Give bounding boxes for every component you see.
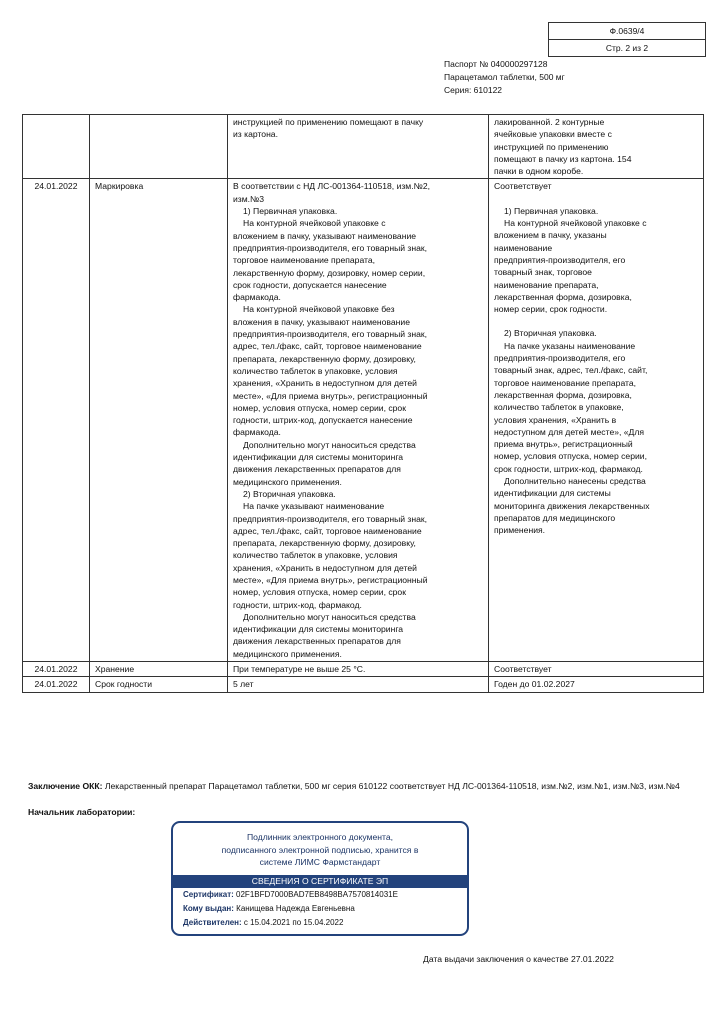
result-line: Дополнительно нанесены средства (504, 476, 646, 487)
requirement-line: движения лекарственных препаратов для (233, 464, 401, 475)
result-line (494, 315, 699, 327)
requirement-line: фармакода. (233, 427, 281, 438)
row-date (23, 115, 90, 179)
requirement-line: номер, условия отпуска, номер серии, срок (233, 587, 406, 598)
requirement-line: из картона. (233, 129, 278, 140)
requirement-line: вложением в пачку, указывают наименование (233, 230, 417, 241)
result-line: мониторинга движения лекарственных (494, 500, 650, 511)
row-name (90, 115, 228, 179)
stamp-cert-line (173, 888, 467, 902)
stamp-line-3: системе ЛИМС Фармстандарт (259, 857, 381, 867)
requirement-line: торговое наименование препарата, (233, 255, 376, 266)
result-line: приема внутрь», регистрационный (494, 439, 633, 450)
requirement-line: количество таблеток в упаковке, условия (233, 550, 398, 561)
result-line: Соответствует (494, 181, 552, 192)
result-line: недоступном для детей месте», «Для (494, 426, 645, 437)
result-line: количество таблеток в упаковке, (494, 402, 624, 413)
row-name: Срок годности (90, 677, 228, 692)
requirement-line: идентификации для системы мониторинга (233, 452, 404, 463)
result-line: лекарственная форма, дозировка, (494, 291, 632, 302)
row-date: 24.01.2022 (23, 677, 90, 692)
requirement-line: 1) Первичная упаковка. (243, 206, 338, 217)
result-line: На контурной ячейковой упаковке с (504, 218, 647, 229)
stamp-header (173, 831, 467, 869)
result-line: номер, условия отпуска, номер серии, (494, 451, 647, 462)
result-line: предприятия-производителя, его (494, 254, 626, 265)
requirement-line: движения лекарственных препаратов для (233, 636, 401, 647)
requirement-line: 2) Вторичная упаковка. (243, 488, 336, 499)
passport-series: Серия: 610122 (444, 85, 503, 95)
requirement-line: идентификации для системы мониторинга (233, 624, 404, 635)
result-line: лекарственная форма, дозировка, (494, 389, 632, 400)
conclusion-text: Лекарственный препарат Парацетамол таблетки, 500 мг серия 610122 соответствует НД ЛС-001364-110518, изм.№2, изм.№1, изм.№3, изм.№4 (102, 781, 680, 791)
table-row (23, 115, 704, 179)
requirement-line: лекарственную форму, дозировку, номер серии, (233, 267, 426, 278)
requirement-line: Дополнительно могут наноситься средства (243, 439, 416, 450)
requirement-line: годности, штрих-код, допускается нанесение (233, 415, 413, 426)
requirement-line: предприятия-производителя, его товарный знак, (233, 242, 428, 253)
conclusion (28, 780, 688, 793)
result-line: номер серии, срок годности. (494, 304, 608, 315)
stamp-cert-value: 02F1BFD7000BAD7EB8498BA7570814031E (236, 889, 398, 899)
stamp-issued-value: Канищева Надежда Евгеньевна (236, 903, 355, 913)
requirement-line: хранения, «Хранить в недоступном для детей (233, 378, 417, 389)
result-line: пачки в одном коробе. (494, 166, 584, 177)
row-requirement (228, 179, 489, 662)
stamp-line-1: Подлинник электронного документа, (246, 832, 394, 842)
row-result (489, 179, 704, 662)
result-line (494, 193, 699, 205)
requirement-line: фармакода. (233, 292, 281, 303)
stamp-issued-label: Кому выдан: (183, 903, 234, 913)
requirement-line: месте», «Для приема внутрь», регистрационный (233, 574, 428, 585)
row-date: 24.01.2022 (23, 179, 90, 662)
page-number: Стр. 2 из 2 (549, 39, 705, 56)
row-result (489, 115, 704, 179)
result-line: 2) Вторичная упаковка. (504, 328, 597, 339)
stamp-valid-value: с 15.04.2021 по 15.04.2022 (243, 917, 344, 927)
form-code-box (548, 22, 706, 57)
stamp-cert-bar: СВЕДЕНИЯ О СЕРТИФИКАТЕ ЭП (173, 875, 467, 888)
passport-number: Паспорт № 040000297128 (444, 59, 548, 69)
test-results-table (22, 114, 704, 693)
requirement-line: месте», «Для приема внутрь», регистрационный (233, 390, 428, 401)
stamp-cert-label: Сертификат: (183, 889, 234, 899)
row-requirement (228, 677, 489, 692)
stamp-valid-label: Действителен: (183, 917, 242, 927)
table-row (23, 677, 704, 692)
result-line: помещают в пачку из картона. 154 (494, 153, 632, 164)
requirement-line: вложения в пачку, указывают наименование (233, 316, 411, 327)
result-line: препаратов для медицинского (494, 512, 616, 523)
requirement-line: срок годности, допускается нанесение (233, 279, 387, 290)
conclusion-label: Заключение ОКК: (28, 781, 103, 791)
result-line: условия хранения, «Хранить в (494, 414, 617, 425)
passport-info (444, 58, 565, 97)
result-line: 1) Первичная упаковка. (504, 205, 599, 216)
row-result (489, 677, 704, 692)
result-line: идентификации для системы (494, 488, 611, 499)
requirement-line: количество таблеток в упаковке, условия (233, 365, 398, 376)
passport-product: Парацетамол таблетки, 500 мг (444, 72, 565, 82)
result-line: ячейковые упаковки вместе с (494, 129, 612, 140)
requirement-line: адрес, тел./факс, сайт, торговое наименование (233, 341, 422, 352)
requirement-line: хранения, «Хранить в недоступном для детей (233, 562, 417, 573)
stamp-line-2: подписанного электронной подписью, хранится в (221, 844, 419, 855)
row-result (489, 662, 704, 677)
requirement-line: При температуре не выше 25 °С. (233, 664, 366, 675)
row-name: Хранение (90, 662, 228, 677)
row-requirement (228, 115, 489, 179)
requirement-line: В соответствии с НД ЛС-001364-110518, изм.№2, (233, 181, 430, 192)
result-line: наименование препарата, (494, 279, 599, 290)
issue-date: Дата выдачи заключения о качестве 27.01.2022 (423, 954, 614, 964)
e-signature-stamp (171, 821, 469, 936)
table-row (23, 179, 704, 662)
requirement-line: адрес, тел./факс, сайт, торговое наименование (233, 525, 422, 536)
row-requirement (228, 662, 489, 677)
result-line: На пачке указаны наименование (504, 340, 636, 351)
chief-label: Начальник лаборатории: (28, 807, 136, 817)
result-line: Соответствует (494, 664, 552, 675)
requirement-line: изм.№3 (233, 193, 265, 204)
stamp-valid-line (173, 916, 467, 930)
requirement-line: 5 лет (233, 679, 254, 690)
requirement-line: медицинского применения. (233, 648, 342, 659)
requirement-line: Дополнительно могут наноситься средства (243, 611, 416, 622)
requirement-line: номер, условия отпуска, номер серии, срок (233, 402, 406, 413)
form-code: Ф.0639/4 (609, 26, 645, 36)
result-line: предприятия-производителя, его (494, 353, 626, 364)
result-line: лакированной. 2 контурные (494, 117, 605, 127)
requirement-line: предприятия-производителя, его товарный знак, (233, 329, 428, 340)
result-line: товарный знак, торговое (494, 267, 592, 278)
result-line: торговое наименование препарата, (494, 377, 637, 388)
result-line: товарный знак, адрес, тел./факс, сайт, (494, 365, 648, 376)
result-line: Годен до 01.02.2027 (494, 679, 575, 690)
requirement-line: медицинского применения. (233, 476, 342, 487)
result-line: наименование (494, 242, 553, 253)
requirement-line: инструкцией по применению помещают в пачку (233, 117, 424, 127)
stamp-issued-line (173, 902, 467, 916)
requirement-line: На контурной ячейковой упаковке с (243, 218, 386, 229)
result-line: применения. (494, 525, 546, 536)
result-line: инструкцией по применению (494, 141, 609, 152)
requirement-line: препарата, лекарственную форму, дозировку, (233, 538, 416, 549)
result-line: срок годности, штрих-код, фармакод. (494, 463, 643, 474)
requirement-line: На контурной ячейковой упаковке без (243, 304, 395, 315)
row-date: 24.01.2022 (23, 662, 90, 677)
row-name: Маркировка (90, 179, 228, 662)
requirement-line: годности, штрих-код, фармакод. (233, 599, 362, 610)
requirement-line: препарата, лекарственную форму, дозировку, (233, 353, 416, 364)
requirement-line: На пачке указывают наименование (243, 501, 385, 512)
result-line: вложением в пачку, указаны (494, 230, 607, 241)
table-row (23, 662, 704, 677)
requirement-line: предприятия-производителя, его товарный знак, (233, 513, 428, 524)
